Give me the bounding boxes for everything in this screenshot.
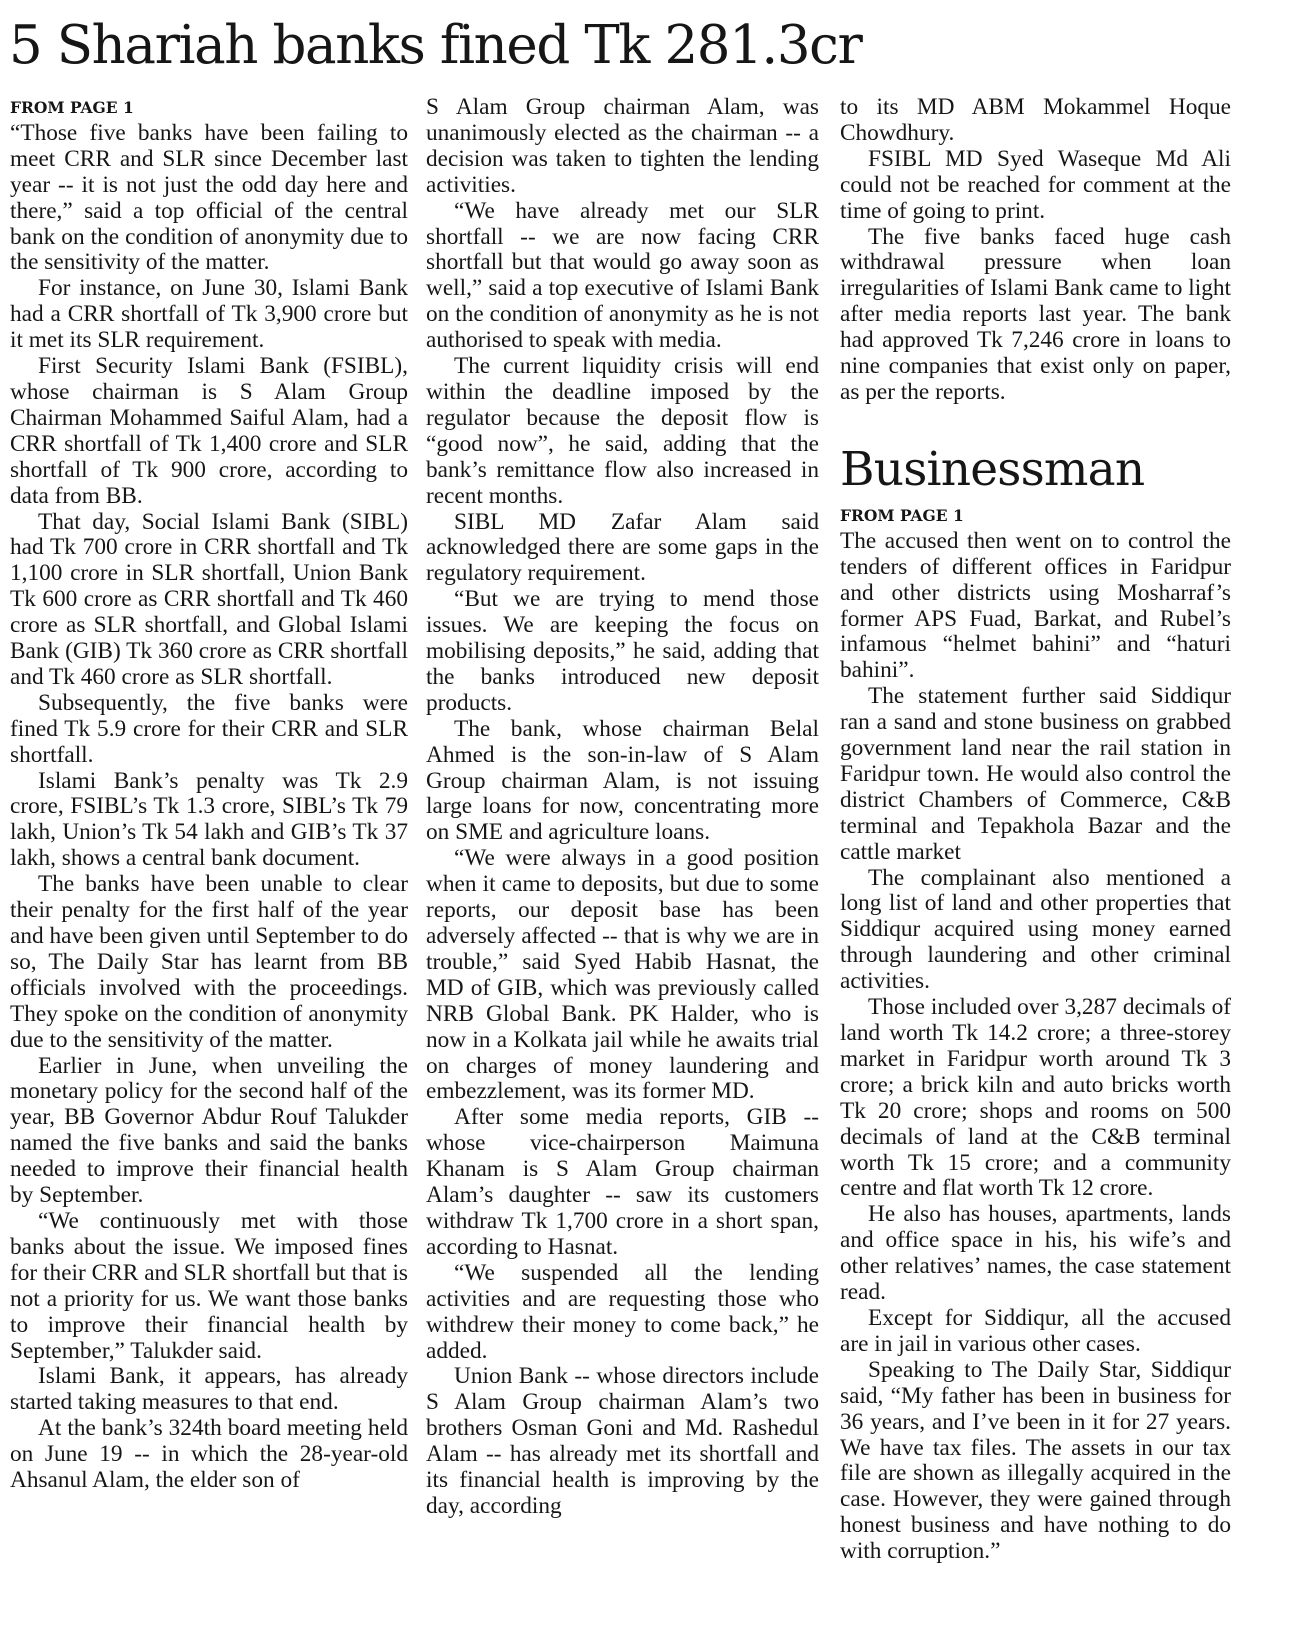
paragraph: “We continuously met with those banks about the issue. We imposed fines for their CRR and SLR shortfall but that is not a priority for us. We want those banks to improve their financial health by September,” Talukder said. bbox=[10, 1207, 408, 1364]
businessman-headline: Businessman bbox=[840, 441, 1145, 497]
paragraph: The complainant also mentioned a long list of land and other properties that Siddiqur acquired using money earned through laundering and other criminal activities. bbox=[840, 864, 1231, 995]
paragraph: to its MD ABM Mokammel Hoque Chowdhury. bbox=[840, 94, 1231, 146]
column-2 bbox=[426, 95, 819, 1520]
paragraph: “We have already met our SLR shortfall -- we are now facing CRR shortfall but that would go away soon as well,” said a top executive of Islami Bank on the condition of anonymity as he is not authorised to speak with media. bbox=[426, 197, 819, 354]
paragraph: Islami Bank, it appears, has already started taking measures to that end. bbox=[10, 1363, 408, 1416]
paragraph: S Alam Group chairman Alam, was unanimously elected as the chairman -- a decision was taken to tighten the lending activities. bbox=[426, 94, 819, 198]
paragraph: “Those five banks have been failing to meet CRR and SLR since December last year -- it is not just the odd day here and there,” said a top official of the central bank on the condition of anonymity due to the sensitivity of the matter. bbox=[10, 119, 408, 276]
paragraph: The bank, whose chairman Belal Ahmed is the son-in-law of S Alam Group chairman Alam, is not issuing large loans for now, concentrating more on SME and agriculture loans. bbox=[426, 715, 819, 846]
paragraph: Earlier in June, when unveiling the monetary policy for the second half of the year, BB Governor Abdur Rouf Talukder named the five banks and said the banks needed to improve their financial health by September. bbox=[10, 1052, 408, 1209]
paragraph: At the bank’s 324th board meeting held on June 19 -- in which the 28-year-old Ahsanul Alam, the elder son of bbox=[10, 1415, 408, 1494]
paragraph: FSIBL MD Syed Waseque Md Ali could not be reached for comment at the time of going to print. bbox=[840, 145, 1231, 224]
column-3 bbox=[840, 95, 1231, 1565]
kicker-from-page-1: FROM PAGE 1 bbox=[840, 505, 964, 525]
paragraph: The banks have been unable to clear their penalty for the first half of the year and have been given until September to do so, The Daily Star has learnt from BB officials involved with the proceedings. They spoke on the condition of anonymity due to the sensitivity of the matter. bbox=[10, 871, 408, 1053]
column-1 bbox=[10, 95, 408, 1494]
paragraph: The five banks faced huge cash withdrawal pressure when loan irregularities of Islami Bank came to light after media reports last year. The bank had approved Tk 7,246 crore in loans to nine companies that exist only on paper, as per the reports. bbox=[840, 223, 1231, 405]
paragraph: The statement further said Siddiqur ran a sand and stone business on grabbed government land near the rail station in Faridpur town. He would also control the district Chambers of Commerce, C&B terminal and Tepakhola Bazar and the cattle market bbox=[840, 683, 1231, 865]
paragraph: Speaking to The Daily Star, Siddiqur said, “My father has been in business for 36 years, and I’ve been in it for 27 years. We have tax files. The assets in our tax file are shown as illegally acquired in the case. However, they were gained through honest business and have nothing to do with corruption.” bbox=[840, 1356, 1231, 1565]
paragraph: He also has houses, apartments, lands and office space in his, his wife’s and other relatives’ names, the case statement read. bbox=[840, 1201, 1231, 1306]
paragraph: “We were always in a good position when it came to deposits, but due to some reports, our deposit base has been adversely affected -- that is why we are in trouble,” said Syed Habib Hasnat, the MD of GIB, which was previously called NRB Global Bank. PK Halder, who is now in a Kolkata jail while he awaits trial on charges of money laundering and embezzlement, was its former MD. bbox=[426, 845, 819, 1105]
paragraph: After some media reports, GIB -- whose vice-chairperson Maimuna Khanam is S Alam Group chairman Alam’s daughter -- saw its customers withdraw Tk 1,700 crore in a short span, according to Hasnat. bbox=[426, 1104, 819, 1260]
paragraph: Islami Bank’s penalty was Tk 2.9 crore, FSIBL’s Tk 1.3 crore, SIBL’s Tk 79 lakh, Union’s Tk 54 lakh and GIB’s Tk 37 lakh, shows a central bank document. bbox=[10, 767, 408, 872]
paragraph: “We suspended all the lending activities and are requesting those who withdrew their money to come back,” he added. bbox=[426, 1259, 819, 1364]
paragraph: “But we are trying to mend those issues. We are keeping the focus on mobilising deposits,” he said, adding that the banks introduced new deposit products. bbox=[426, 586, 819, 716]
paragraph: SIBL MD Zafar Alam said acknowledged there are some gaps in the regulatory requirement. bbox=[426, 508, 819, 587]
paragraph: Subsequently, the five banks were fined Tk 5.9 crore for their CRR and SLR shortfall. bbox=[10, 689, 408, 768]
kicker-from-page-1: FROM PAGE 1 bbox=[10, 98, 134, 117]
paragraph: The current liquidity crisis will end within the deadline imposed by the regulator because the deposit flow is “good now”, he said, adding that the bank’s remittance flow also increased in recent months. bbox=[426, 353, 819, 509]
paragraph: Except for Siddiqur, all the accused are in jail in various other cases. bbox=[840, 1304, 1231, 1357]
paragraph: That day, Social Islami Bank (SIBL) had Tk 700 crore in CRR shortfall and Tk 1,100 crore in SLR shortfall, Union Bank Tk 600 crore as CRR shortfall and Tk 460 crore as SLR shortfall, and Global Islami Bank (GIB) Tk 360 crore as CRR shortfall and Tk 460 crore as SLR shortfall. bbox=[10, 508, 408, 690]
paragraph: For instance, on June 30, Islami Bank had a CRR shortfall of Tk 3,900 crore but it met its SLR requirement. bbox=[10, 275, 408, 354]
paragraph: Those included over 3,287 decimals of land worth Tk 14.2 crore; a three-storey market in Faridpur worth around Tk 3 crore; a brick kiln and auto bricks worth Tk 20 crore; shops and rooms on 500 decimals of land at the C&B terminal worth Tk 15 crore; and a community centre and flat worth Tk 12 crore. bbox=[840, 994, 1231, 1202]
paragraph: The accused then went on to control the tenders of different offices in Faridpur and other districts using Mosharraf’s former APS Fuad, Barkat, and Rubel’s infamous “helmet bahini” and “haturi bahini”. bbox=[840, 527, 1231, 684]
headline: 5 Shariah banks fined Tk 281.3cr bbox=[9, 15, 862, 76]
paragraph: First Security Islami Bank (FSIBL), whose chairman is S Alam Group Chairman Mohammed Saiful Alam, had a CRR shortfall of Tk 1,400 crore and SLR shortfall of Tk 900 crore, according to data from BB. bbox=[10, 353, 408, 509]
paragraph: Union Bank -- whose directors include S Alam Group chairman Alam’s two brothers Osman Goni and Md. Rashedul Alam -- has already met its shortfall and its financial health is improving by the day, according bbox=[426, 1363, 819, 1519]
